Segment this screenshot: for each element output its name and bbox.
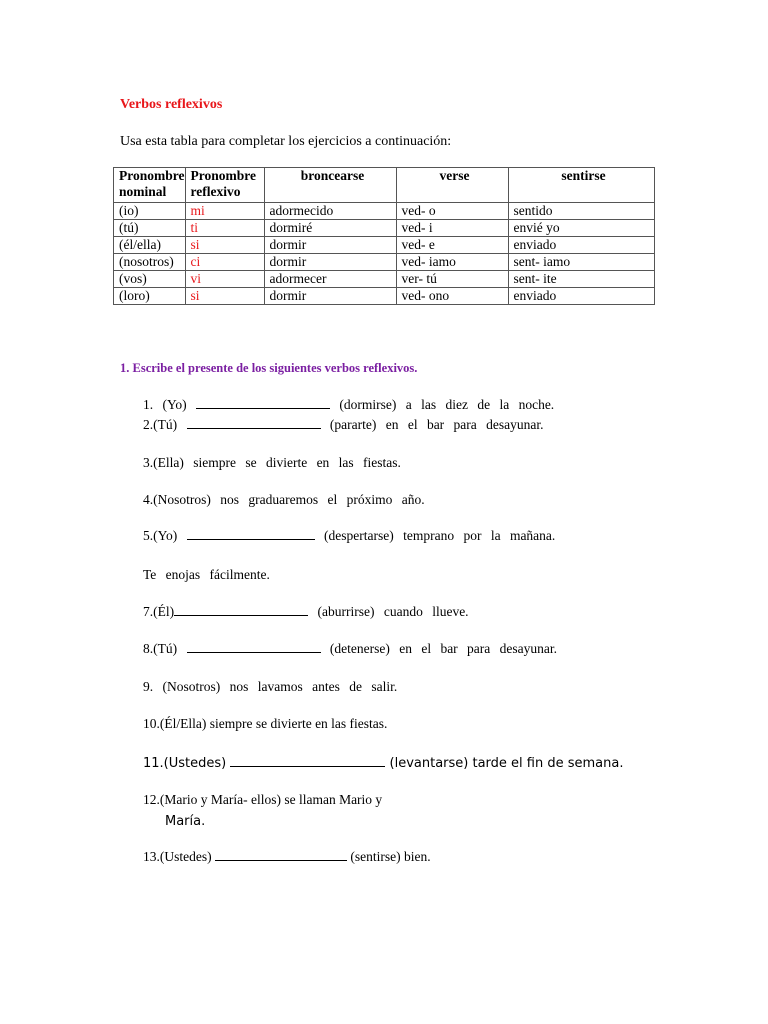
exercise-8: 8.(Tú) (detenerse) en el bar para desayunar. — [143, 641, 558, 656]
exercise-5: 5.(Yo) (despertarse) temprano por la mañana. — [143, 528, 556, 543]
exercise-1: 1. (Yo) (dormirse) a las diez de la noche. — [143, 397, 555, 412]
table-header-row — [114, 168, 655, 203]
exercise-13: 13.(Ustedes) (sentirse) bien. — [143, 849, 431, 864]
table-row — [114, 203, 655, 220]
table-cell: dormir — [264, 237, 396, 254]
intro-text: Usa esta tabla para completar los ejercicios a continuación: — [120, 134, 452, 149]
table-cell: ved- e — [396, 237, 508, 254]
table-cell: (él/ella) — [114, 237, 186, 254]
exercise-12: 12.(Mario y María- ellos) se llaman Mario y — [143, 792, 383, 807]
answer-blank[interactable] — [187, 417, 321, 429]
table-cell: (vos) — [114, 271, 186, 288]
table-cell: ved- i — [396, 220, 508, 237]
table-cell: dormir — [264, 254, 396, 271]
exercise-12-continuation: María. — [165, 814, 206, 829]
table-cell: ti — [185, 220, 264, 237]
table-cell: vi — [185, 271, 264, 288]
exercise-9: 9. (Nosotros) nos lavamos antes de salir. — [143, 679, 398, 694]
answer-blank[interactable] — [230, 755, 385, 767]
table-cell: (tú) — [114, 220, 186, 237]
answer-blank[interactable] — [196, 397, 330, 409]
header-verse: verse — [396, 168, 508, 203]
answer-blank[interactable] — [187, 528, 315, 540]
table-cell: adormecido — [264, 203, 396, 220]
exercise-7: 7.(Él) (aburrirse) cuando llueve. — [143, 604, 469, 619]
answer-blank[interactable] — [174, 604, 308, 616]
table-cell: dormiré — [264, 220, 396, 237]
table-cell: ved- ono — [396, 288, 508, 305]
exercise-11: 11.(Ustedes) (levantarse) tarde el fin de semana. — [143, 756, 624, 771]
exercise-3: 3.(Ella) siempre se divierte en las fiestas. — [143, 455, 401, 470]
table-cell: enviado — [508, 288, 654, 305]
header-broncearse: broncearse — [264, 168, 396, 203]
table-cell: ved- o — [396, 203, 508, 220]
table-row — [114, 220, 655, 237]
section-title: 1. Escribe el presente de los siguientes verbos reflexivos. — [120, 361, 418, 375]
table-cell: envié yo — [508, 220, 654, 237]
exercise-6: Te enojas fácilmente. — [143, 567, 270, 582]
table-cell: si — [185, 288, 264, 305]
exercise-4: 4.(Nosotros) nos graduaremos el próximo año. — [143, 492, 425, 507]
table-cell: ci — [185, 254, 264, 271]
table-cell: enviado — [508, 237, 654, 254]
table-row — [114, 271, 655, 288]
table-row — [114, 288, 655, 305]
table-cell: dormir — [264, 288, 396, 305]
table-row — [114, 237, 655, 254]
table-cell: mi — [185, 203, 264, 220]
table-row — [114, 254, 655, 271]
table-cell: (io) — [114, 203, 186, 220]
table-cell: ved- iamo — [396, 254, 508, 271]
page-title: Verbos reflexivos — [120, 97, 223, 112]
table-cell: adormecer — [264, 271, 396, 288]
answer-blank[interactable] — [187, 641, 321, 653]
conjugation-table — [113, 167, 655, 305]
exercise-2: 2.(Tú) (pararte) en el bar para desayunar. — [143, 417, 544, 432]
header-pronombre-reflexivo: Pronombre reflexivo — [185, 168, 264, 203]
table-cell: si — [185, 237, 264, 254]
table-cell: sentido — [508, 203, 654, 220]
header-pronombre-nominal: Pronombre nominal — [114, 168, 186, 203]
exercise-10: 10.(Él/Ella) siempre se divierte en las fiestas. — [143, 716, 388, 731]
table-cell: (nosotros) — [114, 254, 186, 271]
answer-blank[interactable] — [215, 849, 347, 861]
table-cell: (loro) — [114, 288, 186, 305]
table-cell: ver- tú — [396, 271, 508, 288]
header-sentirse: sentirse — [508, 168, 654, 203]
table-cell: sent- iamo — [508, 254, 654, 271]
table-cell: sent- ite — [508, 271, 654, 288]
